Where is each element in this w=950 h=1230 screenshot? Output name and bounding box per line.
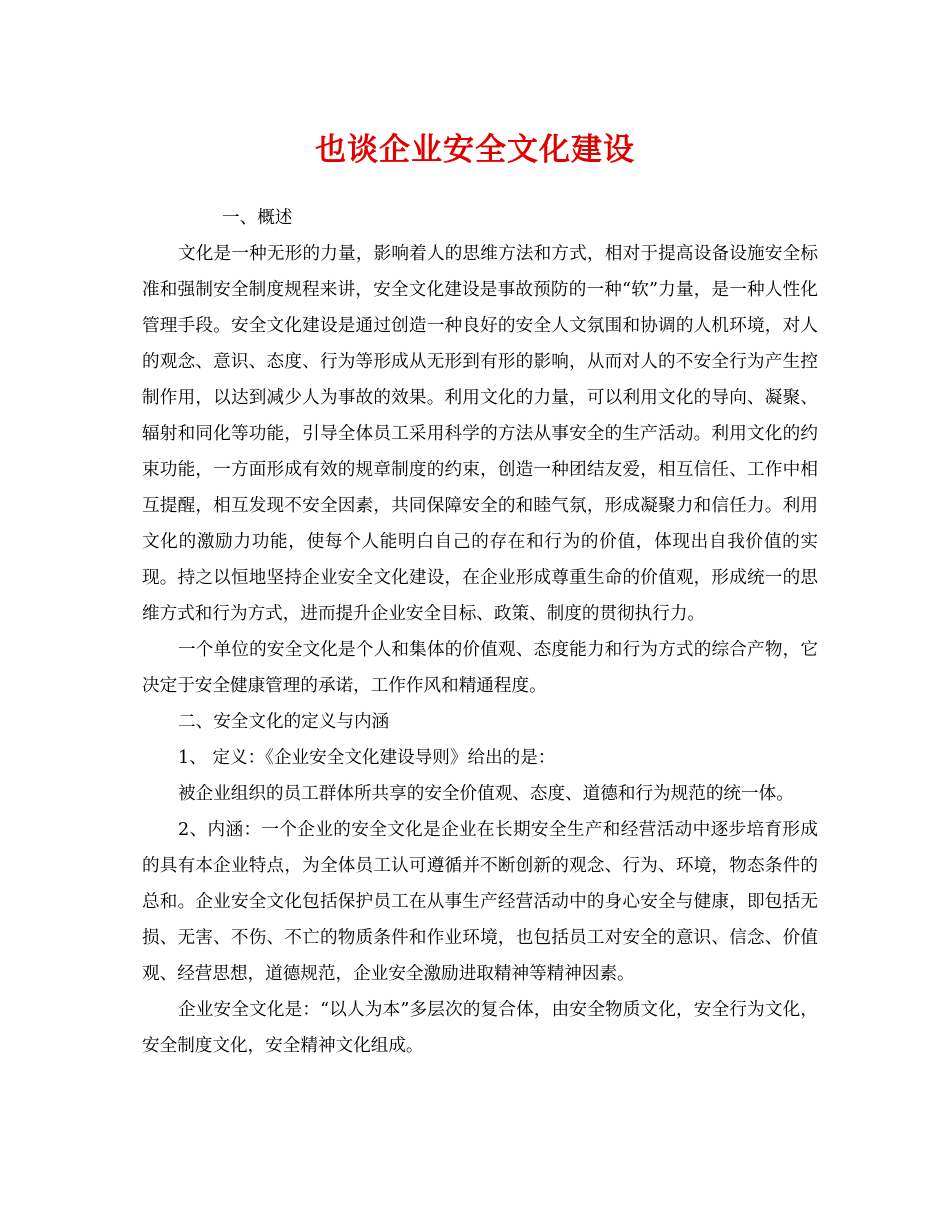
paragraph-overview: 文化是一种无形的力量，影响着人的思维方法和方式，相对于提高设备设施安全标准和强制安全制度规程来讲，安全文化建设是事故预防的一种“软”力量，是一种人性化管理手段。安全文化建设是通过创造一种良好的安全人文氛围和协调的人机环境，对人的观念、意识、态度、行为等形成从无形到有形的影响，从而对人的不安全行为产生控制作用，以达到减少人为事故的效果。利用文化的力量，可以利用文化的导向、凝聚、辐射和同化等功能，引导全体员工采用科学的方法从事安全的生产活动。利用文化的约束功能，一方面形成有效的规章制度的约束，创造一种团结友爱，相互信任、工作中相互提醒，相互发现不安全因素，共同保障安全的和睦气氛，形成凝聚力和信任力。利用文化的激励力功能，使每个人能明白自己的存在和行为的价值，体现出自我价值的实现。持之以恒地坚持企业安全文化建设，在企业形成尊重生命的价值观，形成统一的思维方式和行为方式，进而提升企业安全目标、政策、制度的贯彻执行力。 (142, 244, 818, 624)
paragraph-unit-culture: 一个单位的安全文化是个人和集体的价值观、态度能力和行为方式的综合产物，它决定于安全健康管理的承诺，工作作风和精通程度。 (142, 640, 818, 696)
section-heading-definition: 二、安全文化的定义与内涵 (178, 712, 390, 732)
section-heading-overview: 一、概述 (222, 208, 293, 228)
definition-text: 被企业组织的员工群体所共享的安全价值观、态度、道德和行为规范的统一体。 (178, 784, 794, 804)
document-body (142, 200, 818, 1064)
paragraph-composition: 企业安全文化是：“以人为本”多层次的复合体，由安全物质文化，安全行为文化，安全制度文化，安全精神文化组成。 (142, 1000, 818, 1056)
list-item-connotation: 2、内涵：一个企业的安全文化是企业在长期安全生产和经营活动中逐步培育形成的具有本企业特点，为全体员工认可遵循并不断创新的观念、行为、环境，物态条件的总和。企业安全文化包括保护员工在从事生产经营活动中的身心安全与健康，即包括无损、无害、不伤、不亡的物质条件和作业环境，也包括员工对安全的意识、信念、价值观、经营思想，道德规范，企业安全激励进取精神等精神因素。 (142, 820, 818, 984)
list-item-definition: 1、 定义：《企业安全文化建设导则》给出的是： (178, 748, 556, 768)
document-title: 也谈企业安全文化建设 (315, 132, 635, 168)
